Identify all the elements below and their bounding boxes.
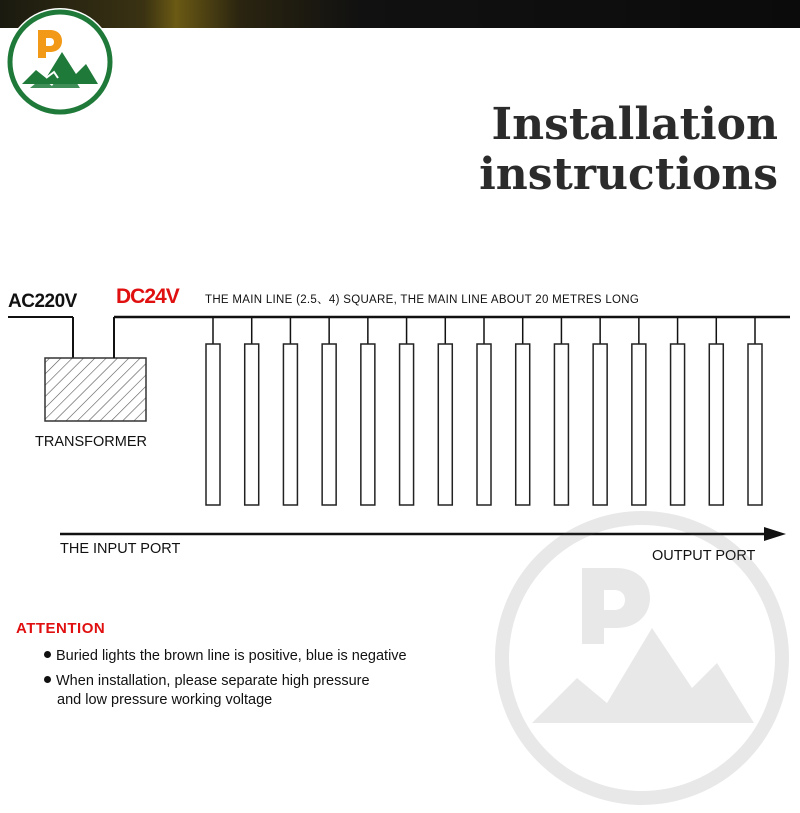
light-fixture bbox=[206, 344, 220, 505]
attention-note bbox=[44, 672, 464, 710]
light-fixture bbox=[245, 344, 259, 505]
light-fixture bbox=[400, 344, 414, 505]
light-fixture bbox=[748, 344, 762, 505]
transformer-label: TRANSFORMER bbox=[35, 434, 147, 450]
attention-note-text: Buried lights the brown line is positive, blue is negative bbox=[56, 648, 407, 664]
light-fixture bbox=[516, 344, 530, 505]
watermark-logo bbox=[492, 508, 792, 808]
dc-voltage-label: DC24V bbox=[116, 285, 179, 308]
attention-heading: ATTENTION bbox=[16, 620, 106, 637]
light-fixture bbox=[283, 344, 297, 505]
attention-note-text: When installation, please separate high pressure bbox=[56, 673, 370, 689]
light-fixture bbox=[477, 344, 491, 505]
attention-note-text-continued: and low pressure working voltage bbox=[57, 692, 273, 708]
attention-note bbox=[44, 647, 407, 666]
main-line-label: THE MAIN LINE (2.5、4) SQUARE, THE MAIN LINE ABOUT 20 METRES LONG bbox=[205, 294, 640, 306]
watermark-logo-icon bbox=[492, 508, 792, 808]
input-port-label: THE INPUT PORT bbox=[60, 541, 181, 557]
ac-voltage-label: AC220V bbox=[8, 291, 77, 312]
title-line-1: Installation bbox=[491, 99, 778, 150]
transformer-box bbox=[45, 358, 146, 421]
light-fixture bbox=[709, 344, 723, 505]
bullet-icon bbox=[44, 651, 51, 658]
light-fixture bbox=[438, 344, 452, 505]
light-fixture bbox=[632, 344, 646, 505]
light-fixtures-group bbox=[206, 317, 762, 505]
bullet-icon bbox=[44, 676, 51, 683]
light-fixture bbox=[361, 344, 375, 505]
light-fixture bbox=[322, 344, 336, 505]
title-line-2: instructions bbox=[479, 149, 778, 200]
output-port-label: OUTPUT PORT bbox=[652, 548, 756, 564]
light-fixture bbox=[671, 344, 685, 505]
light-fixture bbox=[593, 344, 607, 505]
light-fixture bbox=[554, 344, 568, 505]
